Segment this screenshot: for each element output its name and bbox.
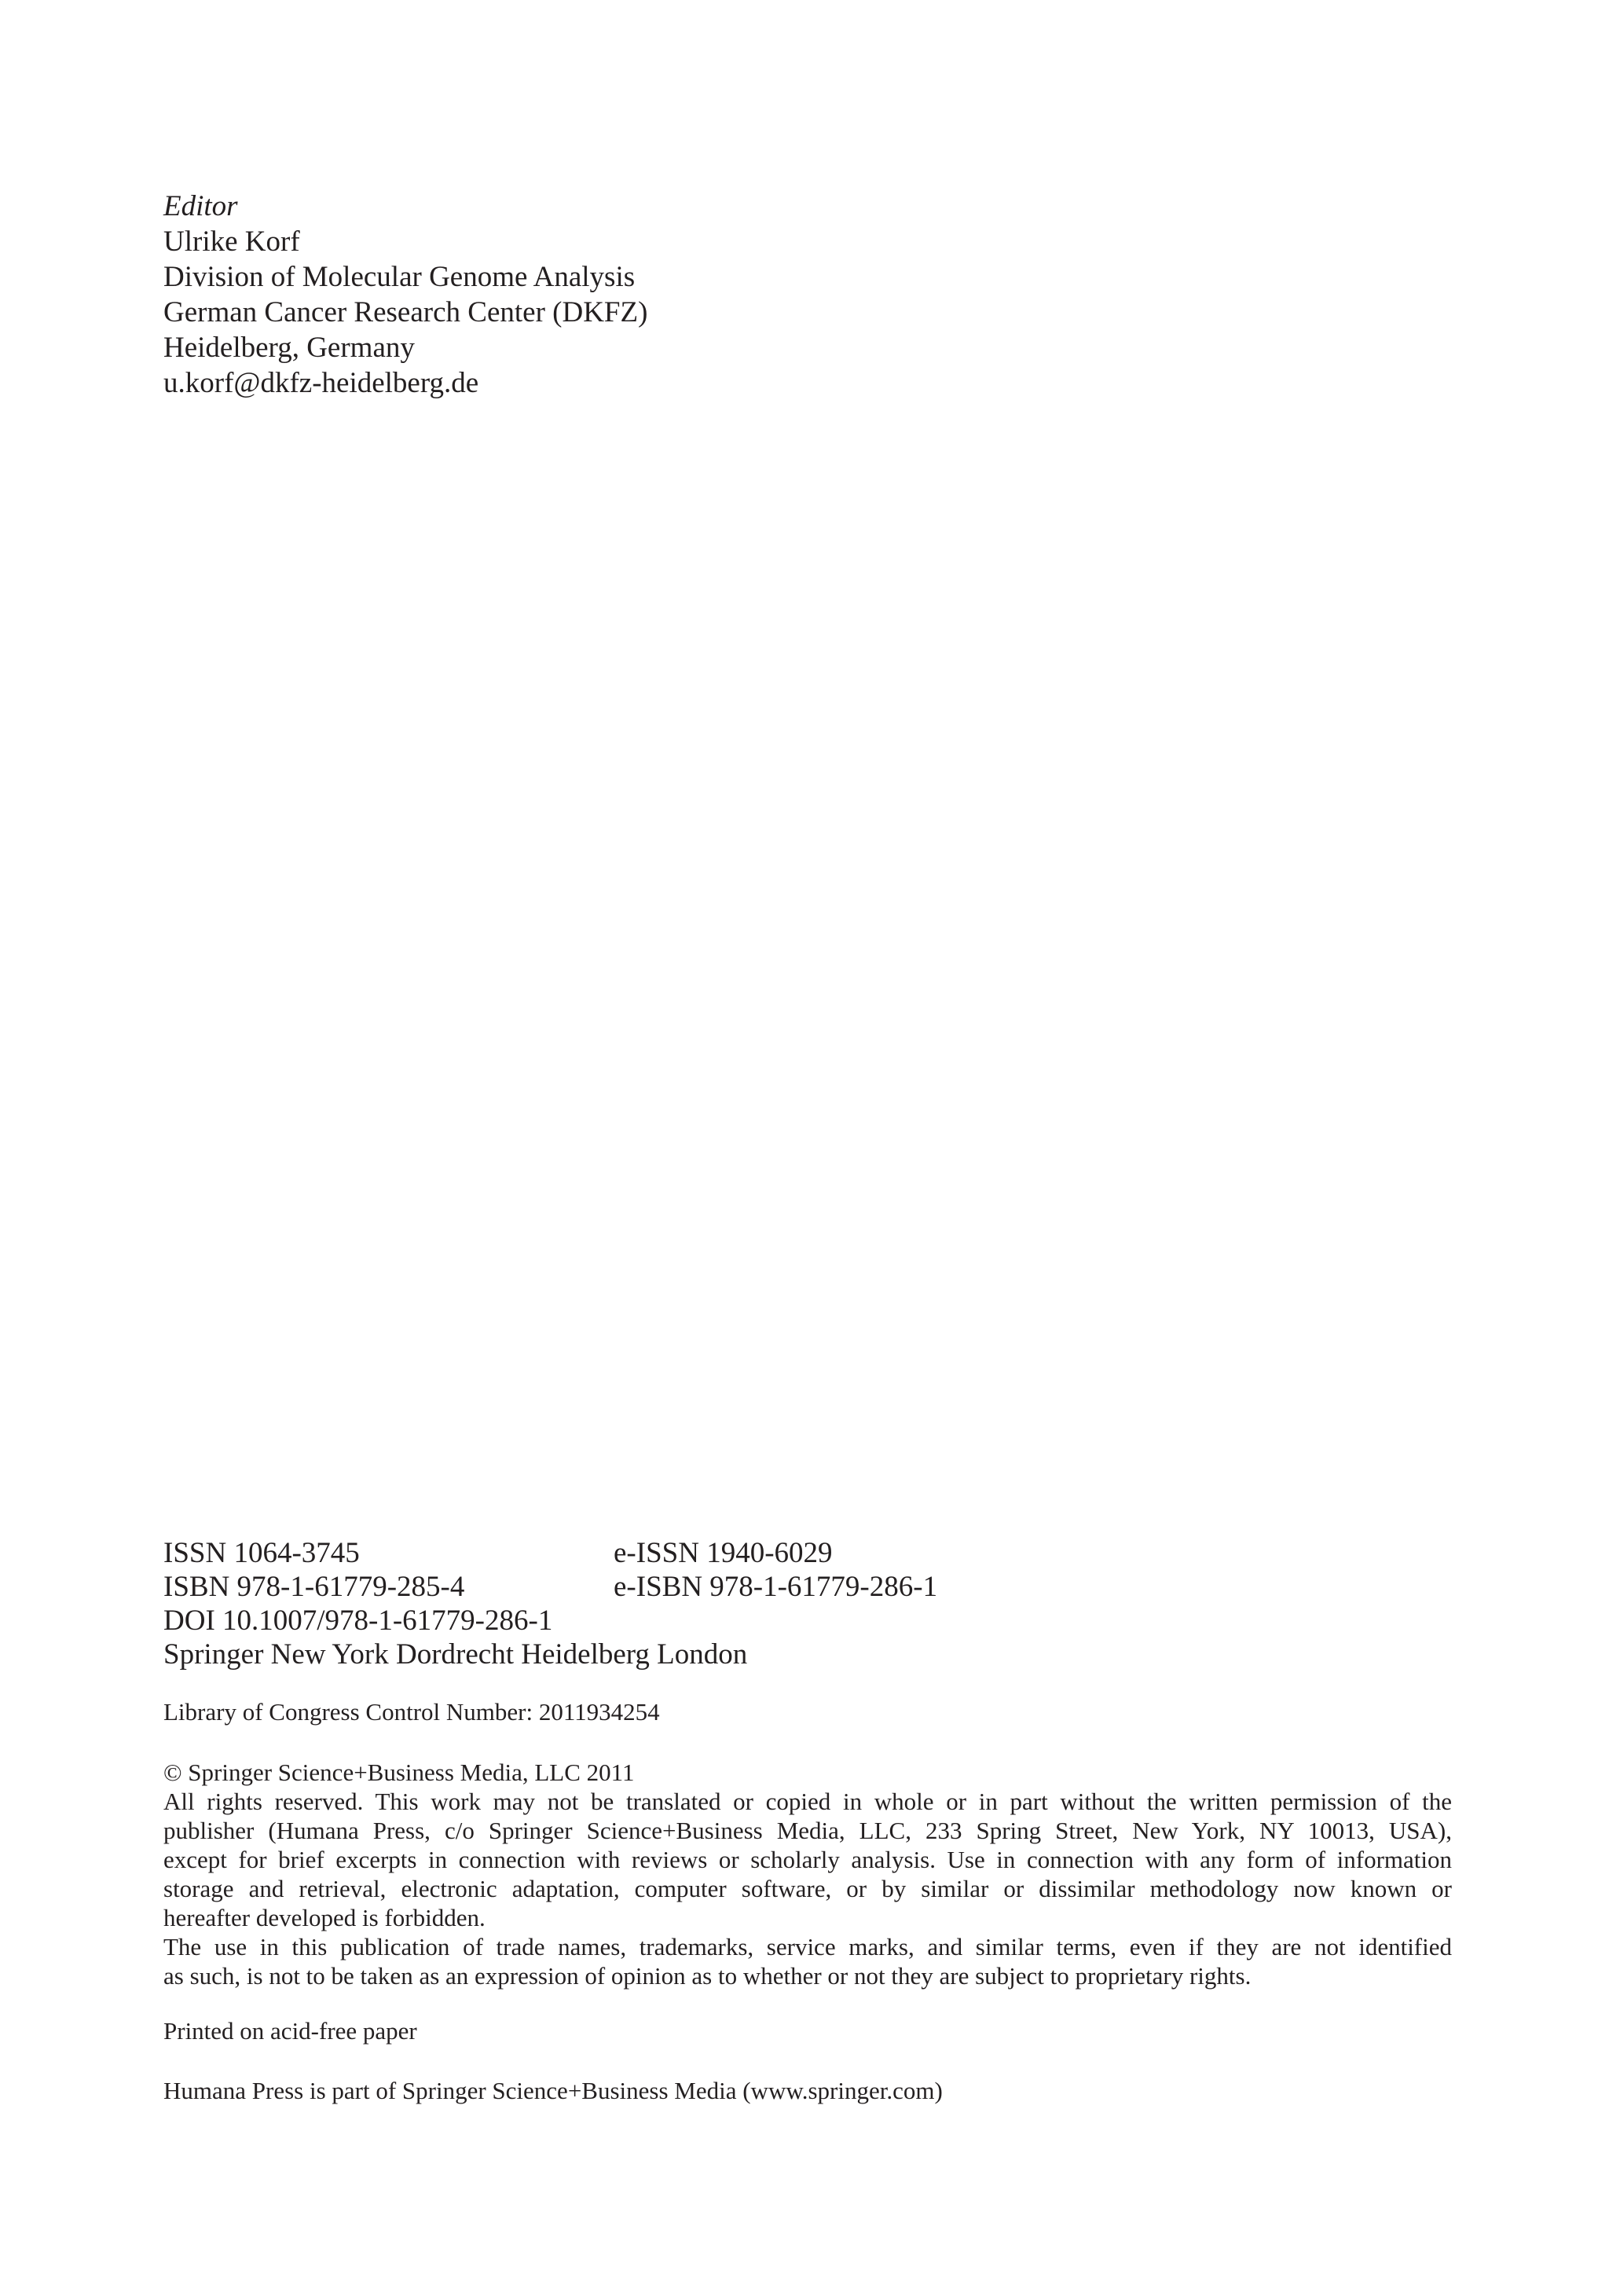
rights-line: All rights reserved. This work may not be translated or copied in whole or in part without the written permission of the [163,1788,1452,1815]
editor-email: u.korf@dkfz-heidelberg.de [163,367,479,399]
editor-division: Division of Molecular Genome Analysis [163,261,636,293]
eisbn: e-ISBN 978-1-61779-286-1 [614,1571,938,1603]
isbn: ISBN 978-1-61779-285-4 [163,1571,465,1603]
paper-note: Printed on acid-free paper [163,2017,417,2045]
editor-block [163,189,1185,401]
doi: DOI 10.1007/978-1-61779-286-1 [163,1605,553,1637]
editor-name: Ulrike Korf [163,226,300,258]
issn-row [163,1536,1460,1570]
trademark-line: as such, is not to be taken as an expression of opinion as to whether or not they are subject to proprietary rights. [163,1962,1252,1990]
doi-row [163,1604,1460,1638]
identifiers-block [163,1536,1460,1671]
publisher-locations: Springer New York Dordrecht Heidelberg London [163,1638,748,1671]
publisher-note: Humana Press is part of Springer Science+Business Media (www.springer.com) [163,2077,943,2104]
editor-location: Heidelberg, Germany [163,332,415,364]
copyright-line: © Springer Science+Business Media, LLC 2011 [163,1759,635,1786]
publisher-locations-row [163,1638,1460,1671]
eissn: e-ISSN 1940-6029 [614,1537,833,1569]
editor-institution: German Cancer Research Center (DKFZ) [163,296,648,328]
issn: ISSN 1064-3745 [163,1537,360,1569]
rights-block [163,1758,1452,1990]
rights-line: publisher (Humana Press, c/o Springer Science+Business Media, LLC, 233 Spring Street, New York, NY 10013, USA), [163,1817,1452,1844]
lccn: Library of Congress Control Number: 2011934254 [163,1698,660,1726]
isbn-row [163,1570,1460,1604]
editor-role: Editor [163,190,238,222]
trademark-line: The use in this publication of trade names, trademarks, service marks, and similar terms, even if they are not identified [163,1933,1452,1960]
rights-line: except for brief excerpts in connection with reviews or scholarly analysis. Use in connection with any form of information [163,1846,1452,1873]
rights-line: hereafter developed is forbidden. [163,1904,486,1931]
rights-line: storage and retrieval, electronic adaptation, computer software, or by similar or dissimilar methodology now known or [163,1875,1452,1902]
